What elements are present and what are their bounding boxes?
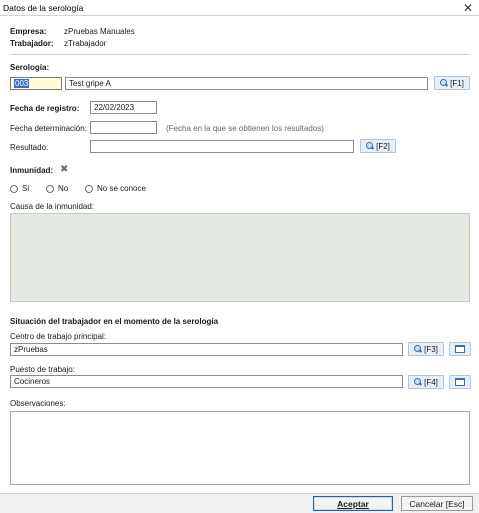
accept-button[interactable] (313, 496, 393, 511)
fecha-determinacion-label: Fecha determinación: (10, 124, 87, 133)
trabajador-value: zTrabajador (64, 39, 107, 48)
cancel-button[interactable] (401, 496, 473, 511)
radio-no[interactable] (46, 184, 68, 193)
fecha-registro-label: Fecha de registro: (10, 104, 80, 113)
centro-label: Centro de trabajo principal: (10, 332, 107, 341)
serologia-search-key: [F1] (450, 78, 464, 88)
radio-circle (85, 185, 93, 193)
situacion-title: Situación del trabajador en el momento de la serología (10, 317, 219, 326)
resultado-input[interactable] (90, 140, 354, 153)
radio-circle (10, 185, 18, 193)
observaciones-label: Observaciones: (10, 399, 66, 408)
serologia-code-input[interactable] (10, 77, 62, 90)
puesto-search-key: [F4] (424, 377, 438, 387)
close-icon[interactable]: ✕ (463, 1, 474, 15)
search-icon (440, 79, 448, 87)
radio-circle (46, 185, 54, 193)
search-icon (414, 345, 422, 353)
puesto-label: Puesto de trabajo: (10, 365, 75, 374)
serologia-name-input[interactable]: Test gripe A (65, 77, 428, 90)
clear-icon[interactable]: ✖ (60, 164, 69, 175)
divider (10, 54, 470, 55)
serologia-label: Serología: (10, 63, 50, 72)
causa-inmunidad-label: Causa de la inmunidad: (10, 202, 95, 211)
window-icon (455, 345, 465, 353)
causa-inmunidad-textarea (10, 213, 470, 302)
resultado-search-key: [F2] (376, 141, 390, 151)
radio-si-label: Si (22, 184, 30, 193)
resultado-label: Resultado: (10, 143, 49, 152)
trabajador-label: Trabajador: (10, 39, 54, 48)
puesto-search-button[interactable] (408, 375, 444, 389)
empresa-value: zPruebas Manuales (64, 27, 135, 36)
radio-no-se-conoce-label: No se conoce (97, 184, 146, 193)
window-icon (455, 378, 465, 386)
accept-label: Aceptar (337, 498, 369, 509)
window-title: Datos de la serología (3, 3, 84, 13)
centro-open-button[interactable] (449, 342, 471, 356)
serologia-code-value: 003 (15, 79, 29, 88)
inmunidad-label: Inmunidad: (10, 166, 54, 175)
radio-si[interactable] (10, 184, 29, 193)
serologia-search-button[interactable] (434, 76, 470, 90)
fecha-determinacion-input[interactable] (90, 121, 157, 134)
radio-no-label: No (58, 184, 69, 193)
fecha-registro-input[interactable]: 22/02/2023 (90, 101, 157, 114)
search-icon (414, 378, 422, 386)
puesto-open-button[interactable] (449, 375, 471, 389)
centro-search-button[interactable] (408, 342, 444, 356)
centro-input[interactable]: zPruebas (10, 343, 403, 356)
centro-search-key: [F3] (424, 344, 438, 354)
title-bar (0, 0, 479, 16)
cancel-label: Cancelar [Esc] (409, 498, 465, 509)
fecha-determinacion-hint: (Fecha en la que se obtienen los resultados) (166, 124, 324, 133)
puesto-input[interactable]: Cocineros (10, 375, 403, 388)
resultado-search-button[interactable] (360, 139, 396, 153)
empresa-label: Empresa: (10, 27, 47, 36)
observaciones-textarea[interactable] (10, 411, 470, 485)
radio-no-se-conoce[interactable] (85, 184, 146, 193)
search-icon (366, 142, 374, 150)
